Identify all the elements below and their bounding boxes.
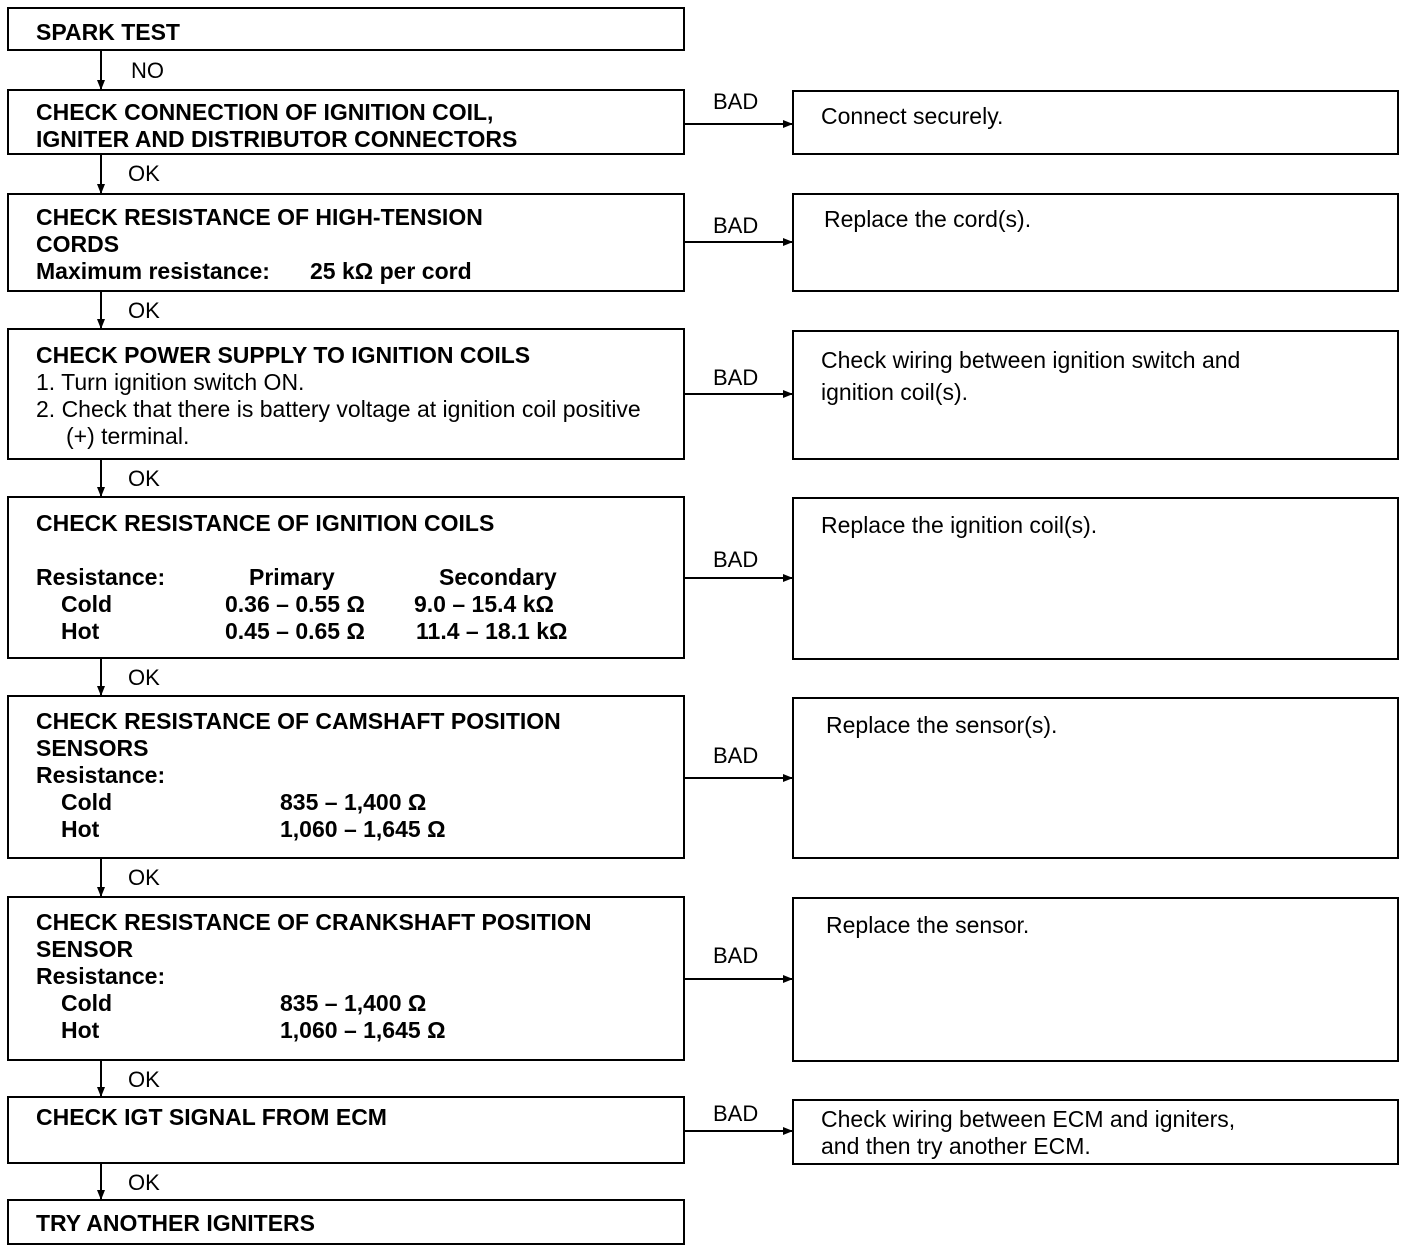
row-label: Cold xyxy=(61,789,113,815)
spec-label: Resistance: xyxy=(36,963,166,989)
step-check-ignition-coils xyxy=(7,496,685,659)
step-title: CHECK RESISTANCE OF IGNITION COILS xyxy=(36,510,495,536)
hot-primary: 0.45 – 0.65 Ω xyxy=(225,618,365,644)
step-title-line: CHECK RESISTANCE OF CRANKSHAFT POSITION xyxy=(36,909,592,935)
label-ok: OK xyxy=(128,298,160,323)
col-primary: Primary xyxy=(249,564,335,590)
remedy-text: Replace the cord(s). xyxy=(824,206,1032,232)
step-title: SPARK TEST xyxy=(36,19,180,45)
remedy-text: Replace the sensor(s). xyxy=(826,712,1058,738)
remedy-replace-cords xyxy=(792,193,1399,292)
spec-value: 25 kΩ per cord xyxy=(310,258,472,284)
remedy-replace-ignition-coils xyxy=(792,497,1399,660)
label-ok: OK xyxy=(128,1067,160,1092)
step-check-crankshaft-sensor xyxy=(7,896,685,1061)
col-secondary: Secondary xyxy=(439,564,557,590)
step-check-power-supply xyxy=(7,328,685,460)
label-bad: BAD xyxy=(713,365,759,390)
step-check-camshaft-sensors xyxy=(7,695,685,859)
remedy-text: ignition coil(s). xyxy=(821,379,968,405)
step-check-igt-signal xyxy=(7,1096,685,1164)
step-title: CHECK POWER SUPPLY TO IGNITION COILS xyxy=(36,342,531,368)
cold-secondary: 9.0 – 15.4 kΩ xyxy=(414,591,554,617)
label-bad: BAD xyxy=(713,213,759,238)
spec-row-cold xyxy=(36,789,683,816)
label-no: NO xyxy=(131,58,164,83)
hot-secondary: 11.4 – 18.1 kΩ xyxy=(416,618,568,644)
spec-row-cold xyxy=(36,591,683,618)
hot-value: 1,060 – 1,645 Ω xyxy=(280,816,446,842)
step-spark-test xyxy=(7,7,685,51)
step-title: CHECK IGT SIGNAL FROM ECM xyxy=(36,1104,387,1130)
step-check-cords xyxy=(7,193,685,292)
row-label: Hot xyxy=(61,816,100,842)
label-ok: OK xyxy=(128,1170,160,1195)
remedy-text: Connect securely. xyxy=(821,103,1004,129)
remedy-check-wiring-ecm xyxy=(792,1099,1399,1165)
hot-value: 1,060 – 1,645 Ω xyxy=(280,1017,446,1043)
spec-row-hot xyxy=(36,618,683,645)
cold-value: 835 – 1,400 Ω xyxy=(280,990,427,1016)
spec-label: Resistance: xyxy=(36,762,166,788)
remedy-replace-sensors xyxy=(792,697,1399,859)
spec-header-row xyxy=(36,963,683,990)
row-label: Hot xyxy=(61,618,100,644)
step-title: TRY ANOTHER IGNITERS xyxy=(36,1210,315,1236)
remedy-text: Check wiring between ECM and igniters, xyxy=(821,1106,1236,1132)
remedy-check-wiring-switch xyxy=(792,330,1399,460)
step-title-line: SENSOR xyxy=(36,936,134,962)
cold-primary: 0.36 – 0.55 Ω xyxy=(225,591,365,617)
label-ok: OK xyxy=(128,161,160,186)
spec-label: Resistance: xyxy=(36,564,166,590)
remedy-text: and then try another ECM. xyxy=(821,1133,1091,1159)
spec-header-row xyxy=(36,762,683,789)
row-label: Hot xyxy=(61,1017,100,1043)
remedy-replace-sensor xyxy=(792,897,1399,1062)
step-title-line: CHECK CONNECTION OF IGNITION COIL, xyxy=(36,99,494,125)
label-ok: OK xyxy=(128,665,160,690)
cold-value: 835 – 1,400 Ω xyxy=(280,789,427,815)
procedure-step-2: 2. Check that there is battery voltage at ignition coil positive (+) terminal. xyxy=(36,396,641,449)
label-bad: BAD xyxy=(713,943,759,968)
step-title-line: CHECK RESISTANCE OF CAMSHAFT POSITION xyxy=(36,708,561,734)
remedy-connect-securely xyxy=(792,90,1399,155)
spec-row-cold xyxy=(36,990,683,1017)
label-bad: BAD xyxy=(713,743,759,768)
step-title-line: CORDS xyxy=(36,231,120,257)
step-title-line: IGNITER AND DISTRIBUTOR CONNECTORS xyxy=(36,126,518,152)
remedy-text: Check wiring between ignition switch and xyxy=(821,347,1241,373)
row-label: Cold xyxy=(61,990,113,1016)
procedure-step-1: 1. Turn ignition switch ON. xyxy=(36,369,305,395)
spec-row-hot xyxy=(36,816,683,843)
label-bad: BAD xyxy=(713,89,759,114)
step-check-connection xyxy=(7,89,685,155)
step-try-another-igniters xyxy=(7,1199,685,1245)
label-bad: BAD xyxy=(713,547,759,572)
remedy-text: Replace the sensor. xyxy=(826,912,1030,938)
step-title-line: CHECK RESISTANCE OF HIGH-TENSION xyxy=(36,204,483,230)
label-ok: OK xyxy=(128,466,160,491)
step-title-line: SENSORS xyxy=(36,735,149,761)
row-label: Cold xyxy=(61,591,113,617)
spec-row-hot xyxy=(36,1017,683,1044)
spec-label: Maximum resistance: xyxy=(36,258,270,284)
label-bad: BAD xyxy=(713,1101,759,1126)
remedy-text: Replace the ignition coil(s). xyxy=(821,512,1098,538)
spec-row xyxy=(36,258,683,285)
label-ok: OK xyxy=(128,865,160,890)
spec-header-row xyxy=(36,564,683,591)
